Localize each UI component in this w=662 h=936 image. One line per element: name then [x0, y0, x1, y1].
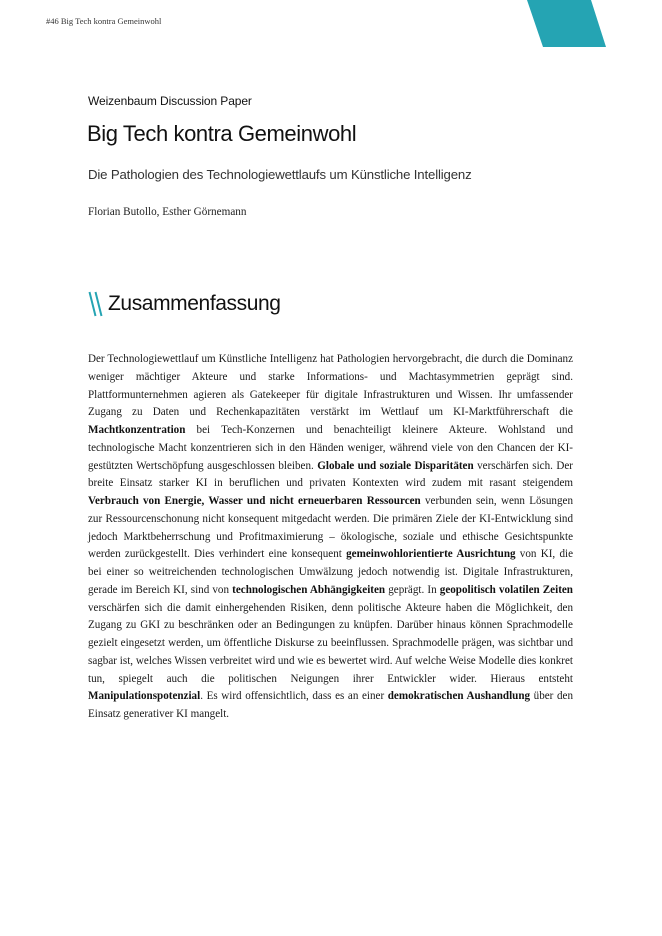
paper-authors: Florian Butollo, Esther Görnemann	[88, 206, 247, 218]
series-label: Weizenbaum Discussion Paper	[88, 94, 252, 108]
abstract-emphasis: Machtkonzentration	[88, 424, 186, 436]
abstract-emphasis: demokratischen Aushandlung	[387, 690, 531, 703]
abstract-text: Der Technologiewettlauf um Künstliche Intelligenz hat Pathologien hervorgebracht, die durch die Dominanz weniger mächtiger Akteure und starke Informations- und Machtasymmetrien geprägt sind. Plattformunternehmen agieren als Gatekeeper für digitale Infrastrukturen und Wissen. Ihr umfassender Zugang zu Daten und Rechenkapazitäten verstärkt im Wettlauf um KI-Marktführerschaft die	[88, 353, 573, 419]
abstract-text: über den Einsatz generativer KI mangelt.	[88, 690, 573, 720]
abstract-emphasis: Verbrauch von Energie, Wasser und nicht erneuerbaren Ressourcen	[88, 495, 421, 507]
paper-title: Big Tech kontra Gemeinwohl	[87, 121, 357, 146]
abstract-text: verbunden sein, wenn Lösungen zur Ressourcenschonung nicht konsequent mitgedacht werden. Die primären Ziele der KI-Entwicklung sind jedoch Marktbeherrschung und Profitmaximierung – ökologische, soziale und ethische Gesichtspunkte werden zurückgestellt. Dies verhindert eine konsequent	[88, 495, 573, 561]
running-header: #46 Big Tech kontra Gemeinwohl	[46, 16, 162, 26]
abstract-emphasis: technologischen Abhängigkeiten	[232, 583, 386, 596]
abstract-text: verschärfen sich die damit einhergehenden Risiken, denn politische Akteure haben die Möglichkeit, den Zugang zu GKI zu beschränken oder an Bedingungen zu knüpfen. Darüber hinaus können Sprachmodelle gezielt eingesetzt werden, um öffentliche Diskurse zu beeinflussen. Sprachmodelle prägen, was sichtbar und sagbar ist, welches Wissen verbreitet wird und wie es bewertet wird. Auf welche Weise Modelle dies konkret tun, spiegelt auch die politischen Neigungen ihrer Entwickler wider. Hieraus entsteht	[88, 601, 573, 685]
section-heading	[88, 288, 281, 320]
double-slash-icon	[88, 291, 104, 317]
abstract-text: . Es wird offensichtlich, dass es an einer	[200, 690, 388, 703]
section-title: Zusammenfassung	[108, 292, 281, 315]
abstract-text: geprägt. In	[385, 583, 440, 596]
abstract-text: von KI, die bei einer so weitreichenden technologischen Umwälzung jedoch notwendig ist. Digitale Infrastrukturen, gerade im Bereich KI, sind von	[88, 548, 573, 596]
abstract-text: verschärfen sich. Der breite Einsatz starker KI in beruflichen und privaten Kontexten wird zudem mit rasant steigendem	[88, 459, 573, 490]
abstract-emphasis: Manipulationspotenzial	[88, 690, 201, 703]
paper-subtitle: Die Pathologien des Technologiewettlaufs um Künstliche Intelligenz	[88, 167, 472, 182]
abstract-text: bei Tech-Konzernen und benachteiligt kleinere Akteure. Wohlstand und technologische Macht konzentrieren sich in den Händen weniger, während viele von den Chancen der KI-gestützten Wertschöpfung ausgeschlossen bleiben.	[88, 424, 573, 472]
abstract-emphasis: Globale und soziale Disparitäten	[317, 459, 474, 472]
corner-accent-polygon	[527, 0, 606, 47]
abstract-paragraph	[88, 351, 573, 724]
abstract-emphasis: geopolitisch volatilen Zeiten	[439, 583, 573, 596]
abstract-emphasis: gemeinwohlorientierte Ausrichtung	[346, 548, 516, 561]
corner-accent-shape	[527, 0, 606, 47]
